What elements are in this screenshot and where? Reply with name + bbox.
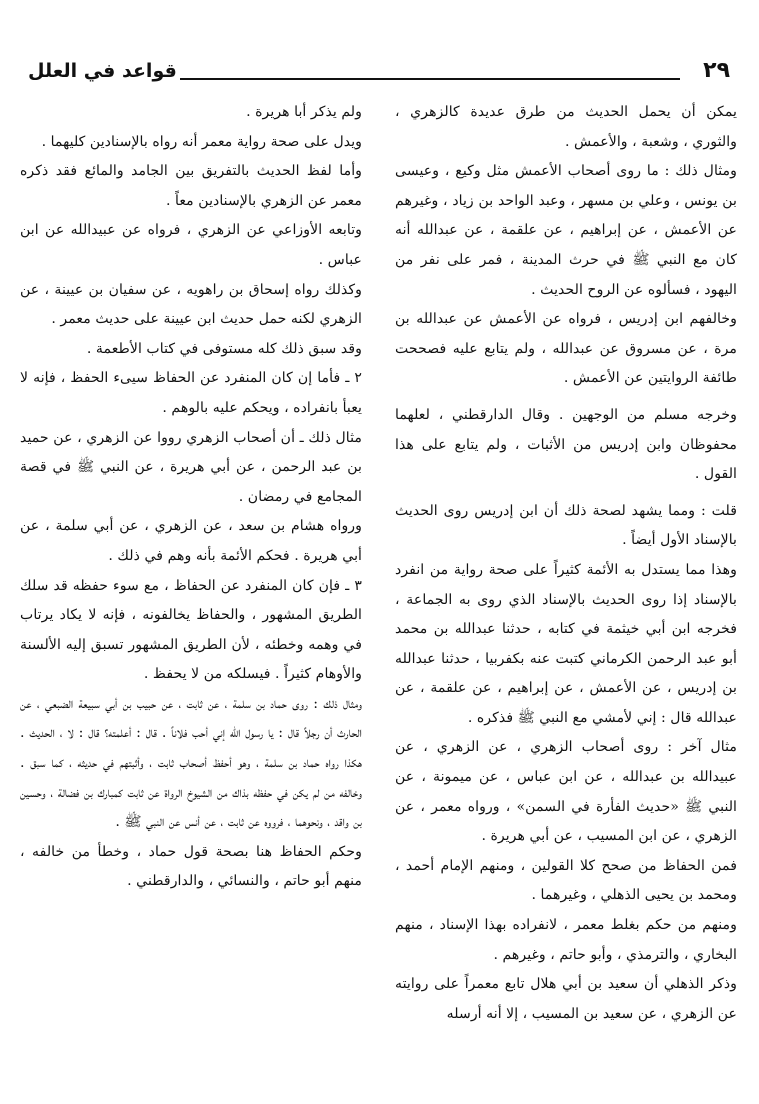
running-title: قواعد في العلل: [28, 60, 177, 82]
paragraph: وكذلك رواه إسحاق بن راهويه ، عن سفيان بن عيينة ، عن الزهري لكنه حمل حديث ابن عيينة على حديث معمر .: [20, 281, 362, 328]
left-column: [20, 98, 362, 897]
paragraph: ويدل على صحة رواية معمر أنه رواه بالإسنادين كليهما .: [41, 133, 362, 150]
header-rule: [180, 78, 680, 80]
paragraph: ٢ ـ فأما إن كان المنفرد عن الحفاظ سيىء الحفظ ، فإنه لا يعبأ بانفراده ، ويحكم عليه بالوهم .: [20, 370, 362, 416]
paragraph: قلت : ومما يشهد لصحة ذلك أن ابن إدريس روى الحديث بالإسناد الأول أيضاً .: [395, 502, 737, 549]
paragraph: وحكم الحفاظ هنا بصحة قول حماد ، وخطأ من خالفه ، منهم أبو حاتم ، والنسائي ، والدارقطني .: [20, 843, 362, 890]
paragraph: وتابعه الأوزاعي عن الزهري ، فرواه عن عبيدالله عن ابن عباس .: [20, 222, 362, 268]
paragraph: مثال آخر : روى أصحاب الزهري ، عن الزهري ، عن عبيدالله بن عبدالله ، عن ابن عباس ، عن ميمونة ، عن النبي ﷺ «حديث الفأرة في السمن» ، ورواه معمر ، عن الزهري ، عن ابن المسيب ، عن أبي هريرة .: [395, 739, 737, 845]
paragraph: وهذا مما يستدل به الأئمة كثيراً على صحة رواية من انفرد بالإسناد إذا روى الحديث بالإسناد الذي روى به الجماعة ، فخرجه ابن أبي خيثمة في كتابه ، حدثنا عبدالله بن محمد أبو عبد الرحمن الكرماني كتبت عنه بكفربيا ، حدثنا عبدالله بن إدريس ، عن الأعمش ، عن إبراهيم ، عن علقمة ، عن عبدالله قال : إني لأمشي مع النبي ﷺ فذكره .: [395, 561, 737, 726]
page-number: ٢٩: [703, 58, 730, 83]
page-header: [28, 58, 730, 92]
paragraph: فمن الحفاظ من صحح كلا القولين ، ومنهم الإمام أحمد ، ومحمد بن يحيى الذهلي ، وغيرهما .: [395, 857, 737, 904]
paragraph: مثال ذلك ـ أن أصحاب الزهري رووا عن الزهري ، عن حميد بن عبد الرحمن ، عن أبي هريرة ، عن النبي ﷺ في قصة المجامع في رمضان .: [20, 429, 362, 505]
paragraph: وخالفهم ابن إدريس ، فرواه عن الأعمش عن عبدالله بن مرة ، عن مسروق عن عبدالله ، ولم يتابع عليه فصححت طائفة الروايتين عن الأعمش .: [395, 311, 737, 387]
paragraph: ومنهم من حكم بغلط معمر ، لانفراده بهذا الإسناد ، منهم البخاري ، والترمذي ، وأبو حاتم ، وغيرهم .: [395, 917, 737, 963]
paragraph: ومثال ذلك : روى حماد بن سلمة ، عن ثابت ، عن حبيب بن أبي سبيعة الضبعي ، عن الحارث أن رجلاً قال : يا رسول الله إني أحب فلاناً . قال : أعلمته؟ قال : لا ، الحديث . هكذا رواه حماد بن سلمة ، وهو أحفظ أصحاب ثابت ، وأثبتهم في حديثه ، كما سبق . وخالفه من لم يكن في حفظه بذاك من الشيوخ الرواة عن ثابت كمبارك بن فضالة ، وحسين بن واقد ، ونحوهما ، فرووه عن ثابت ، عن أنس عن النبي ﷺ .: [20, 695, 362, 831]
right-column: [395, 98, 737, 1029]
paragraph: ومثال ذلك : ما روى أصحاب الأعمش مثل وكيع ، وعيسى بن يونس ، وعلي بن مسهر ، وعبد الواحد بن زياد ، وغيرهم عن الأعمش ، عن إبراهيم ، عن علقمة ، عن عبدالله أنه كان مع النبي ﷺ في حرث المدينة ، فمر على نفر من اليهود ، فسألوه عن الروح الحديث .: [395, 163, 737, 298]
paragraph: وذكر الذهلي أن سعيد بن أبي هلال تابع معمراً على روايته عن الزهري ، عن سعيد بن المسيب ، إلا أنه أرسله: [395, 976, 737, 1022]
paragraph: وخرجه مسلم من الوجهين . وقال الدارقطني ، لعلهما محفوظان وابن إدريس من الأثبات ، ولم يتابع على هذا القول .: [395, 406, 737, 483]
paragraph: وأما لفظ الحديث بالتفريق بين الجامد والمائع فقد ذكره معمر عن الزهري بالإسنادين معاً .: [20, 163, 362, 209]
paragraph: وقد سبق ذلك كله مستوفى في كتاب الأطعمة .: [86, 340, 362, 357]
paragraph: ورواه هشام بن سعد ، عن الزهري ، عن أبي سلمة ، عن أبي هريرة . فحكم الأئمة بأنه وهم في ذلك .: [20, 518, 362, 564]
paragraph: يمكن أن يحمل الحديث من طرق عديدة كالزهري ، والثوري ، وشعبة ، والأعمش .: [395, 104, 737, 150]
paragraph: ٣ ـ فإن كان المنفرد عن الحفاظ ، مع سوء حفظه قد سلك الطريق المشهور ، والحفاظ يخالفونه ، فإنه لا يكاد يرتاب في وهمه وخطئه ، لأن الطريق المشهور تسبق إليه الألسنة والأوهام كثيراً . فيسلكه من لا يحفظ .: [20, 577, 362, 683]
paragraph: ولم يذكر أبا هريرة .: [246, 104, 362, 120]
